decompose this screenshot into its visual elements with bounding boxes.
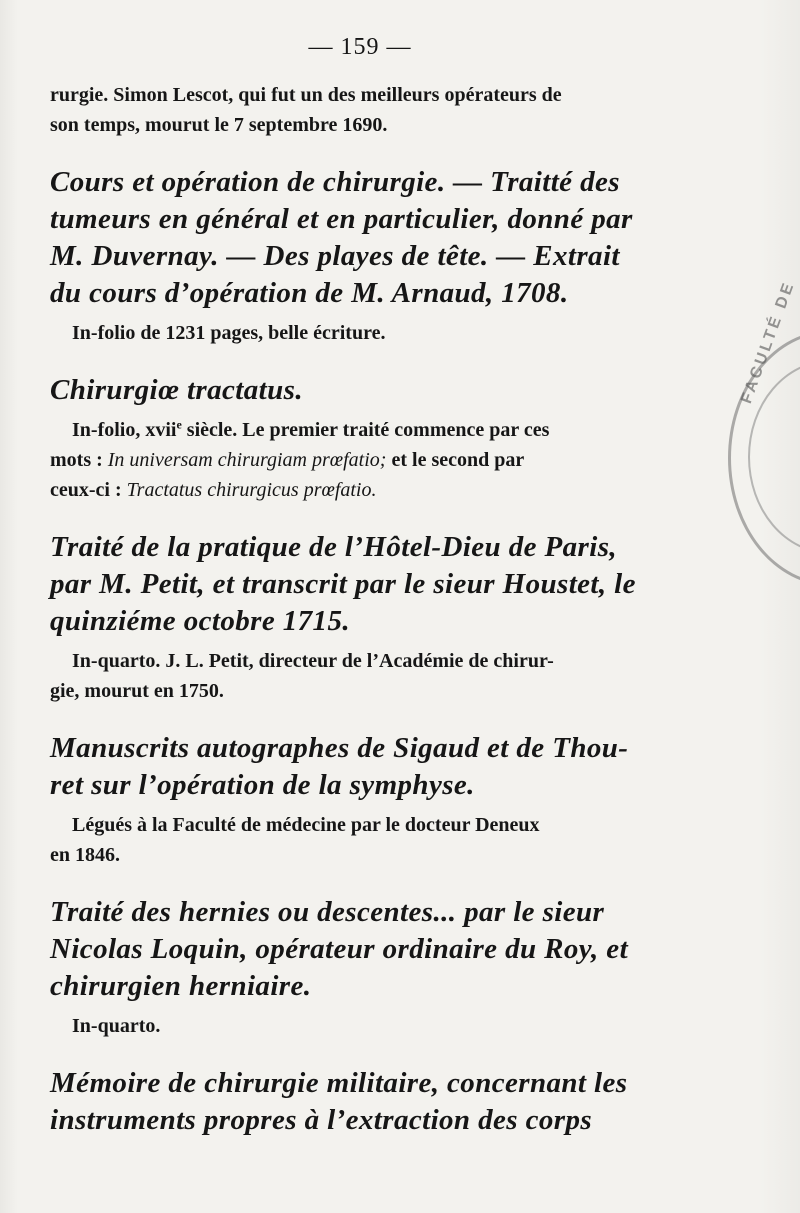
- library-stamp-lettering: FACULTÉ DE: [738, 278, 799, 406]
- text-line: son temps, mourut le 7 septembre 1690.: [50, 114, 388, 136]
- entry-title-line: Mémoire de chirurgie militaire, concernant les: [50, 1067, 628, 1099]
- entry-title-line: ret sur l’opération de la symphyse.: [50, 769, 475, 801]
- entry-title: Chirurgiœ tractatus.: [50, 374, 303, 406]
- entry-note-line: Légués à la Faculté de médecine par le docteur Deneux: [72, 814, 540, 836]
- entry-title-line: instruments propres à l’extraction des corps: [50, 1104, 593, 1136]
- catalog-entry: [50, 164, 662, 348]
- catalog-entry: [50, 1065, 662, 1139]
- entry-title-line: Manuscrits autographes de Sigaud et de Thou-: [50, 732, 629, 764]
- entry-title-line: par M. Petit, et transcrit par le sieur Houstet, le: [50, 568, 636, 600]
- catalog-entry: [50, 372, 662, 505]
- entry-title-line: Nicolas Loquin, opérateur ordinaire du Roy, et: [50, 933, 629, 965]
- page-body: [50, 80, 662, 1139]
- entry-title-line: M. Duvernay. — Des playes de tête. — Extrait: [50, 240, 620, 272]
- entry-note-line: gie, mourut en 1750.: [50, 680, 224, 702]
- entry-title-line: quinziéme octobre 1715.: [50, 605, 350, 637]
- entry-title-line: du cours d’opération de M. Arnaud, 1708.: [50, 277, 569, 309]
- intro-paragraph: [50, 80, 662, 140]
- entry-title-line: Traité des hernies ou descentes... par le sieur: [50, 896, 605, 928]
- entry-note-line: mots : In universam chirurgiam prœfatio; et le second par: [50, 449, 525, 471]
- entry-note-line: ceux-ci : Tractatus chirurgicus prœfatio.: [50, 479, 377, 501]
- catalog-entry: [50, 730, 662, 870]
- entry-title-line: chirurgien herniaire.: [50, 970, 312, 1002]
- page-number: — 159 —: [308, 34, 412, 60]
- entry-title-line: Cours et opération de chirurgie. — Traitté des: [50, 166, 620, 198]
- catalog-entry: [50, 529, 662, 706]
- entry-note: In-folio de 1231 pages, belle écriture.: [72, 322, 386, 344]
- entry-note: In-quarto.: [72, 1015, 161, 1037]
- entry-title-line: tumeurs en général et en particulier, donné par: [50, 203, 633, 235]
- text-line: rurgie. Simon Lescot, qui fut un des meilleurs opérateurs de: [50, 84, 562, 106]
- entry-note-line: In-folio, xvii$^e$ siècle. Le premier traité commence par ces: [72, 417, 550, 441]
- entry-title-line: Traité de la pratique de l’Hôtel-Dieu de Paris,: [50, 531, 618, 563]
- entry-note-line: en 1846.: [50, 844, 120, 866]
- entry-note-line: In-quarto. J. L. Petit, directeur de l’Académie de chirur-: [72, 650, 554, 672]
- catalog-entry: [50, 894, 662, 1041]
